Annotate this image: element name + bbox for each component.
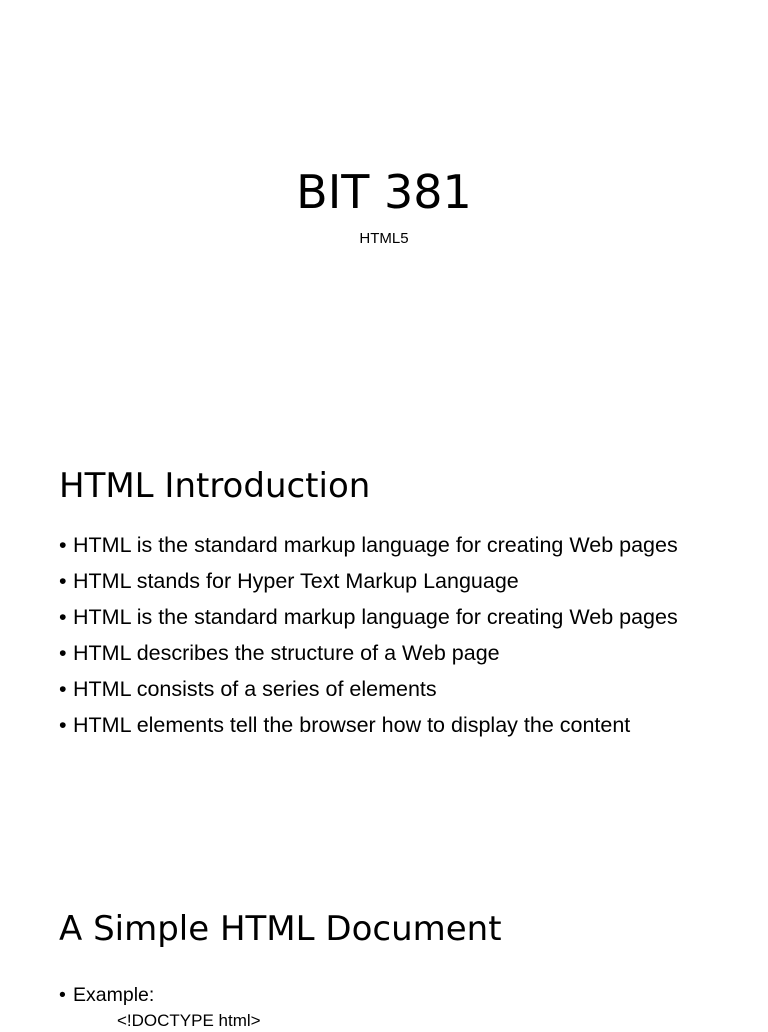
slide-title: BIT 381 xyxy=(296,165,472,219)
slide-subtitle: HTML5 xyxy=(359,230,409,247)
bullet-item: • HTML elements tell the browser how to display the content xyxy=(59,712,739,739)
intro-heading: HTML Introduction xyxy=(59,466,371,506)
intro-bullet-list xyxy=(59,532,739,748)
bullet-item: • HTML stands for Hyper Text Markup Language xyxy=(59,568,739,595)
document-heading: A Simple HTML Document xyxy=(59,909,502,949)
bullet-item: • HTML consists of a series of elements xyxy=(59,676,739,703)
bullet-item: • HTML is the standard markup language for creating Web pages xyxy=(59,532,739,559)
code-line: <!DOCTYPE html> xyxy=(117,1011,261,1030)
bullet-item: • Example: xyxy=(59,982,739,1009)
bullet-item: • HTML is the standard markup language for creating Web pages xyxy=(59,604,739,631)
bullet-item: • HTML describes the structure of a Web page xyxy=(59,640,739,667)
